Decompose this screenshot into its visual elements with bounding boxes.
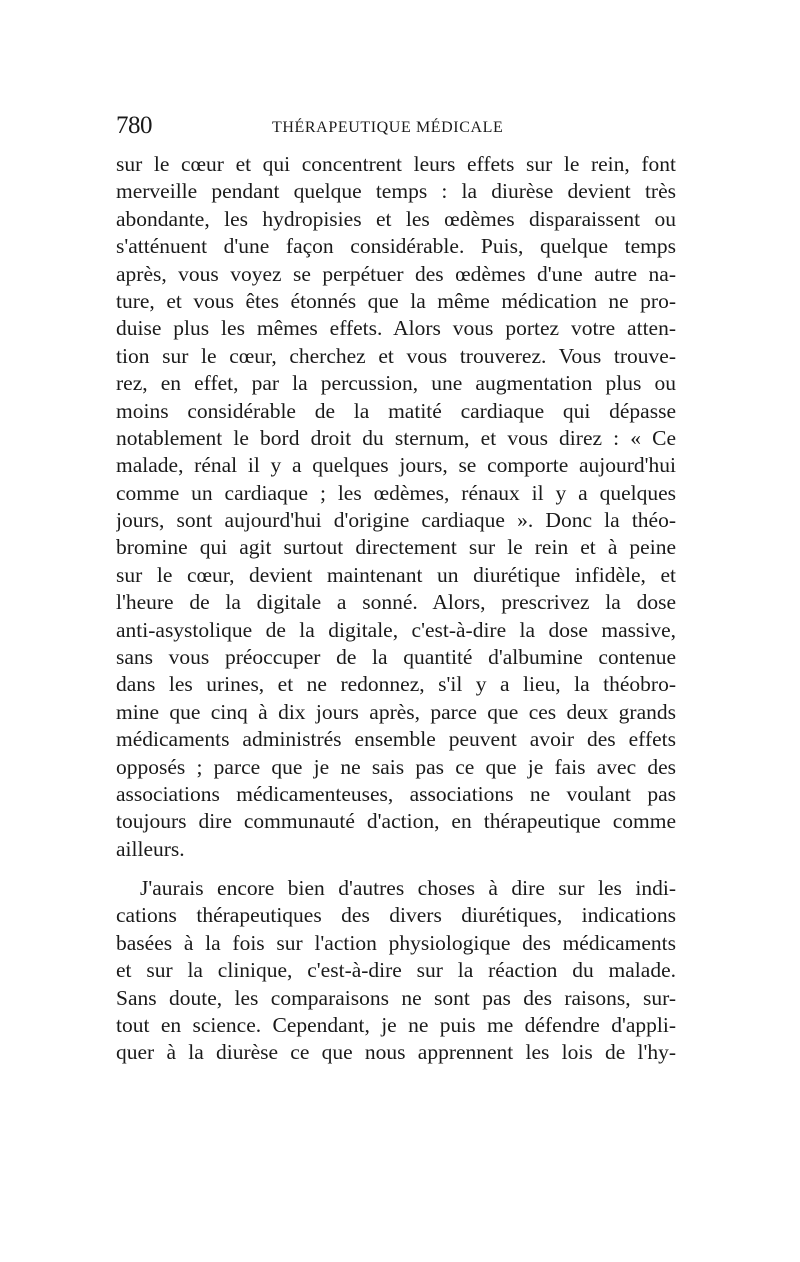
text-line: dans les urines, et ne redonnez, s'il y a lieu, la théobro- <box>116 672 676 697</box>
text-line: sur le cœur, devient maintenant un diurétique infidèle, et <box>116 562 676 587</box>
text-line: comme un cardiaque ; les œdèmes, rénaux il y a quelques <box>116 480 676 505</box>
text-line: médicaments administrés ensemble peuvent avoir des effets <box>116 727 676 752</box>
text-line: tout en science. Cependant, je ne puis me défendre d'appli- <box>116 1012 676 1037</box>
text-line: merveille pendant quelque temps : la diurèse devient très <box>116 179 676 204</box>
text-line: abondante, les hydropisies et les œdèmes disparaissent ou <box>116 206 676 231</box>
text-line: s'atténuent d'une façon considérable. Puis, quelque temps <box>116 234 676 259</box>
text-line: moins considérable de la matité cardiaque qui dépasse <box>116 398 676 423</box>
text-line: sur le cœur et qui concentrent leurs effets sur le rein, font <box>116 152 676 176</box>
text-line: rez, en effet, par la percussion, une augmentation plus ou <box>116 371 676 396</box>
text-line: notablement le bord droit du sternum, et vous direz : « Ce <box>116 425 676 450</box>
text-line: jours, sont aujourd'hui d'origine cardiaque ». Donc la théo- <box>116 508 676 533</box>
text-line: quer à la diurèse ce que nous apprennent les lois de l'hy- <box>116 1040 676 1065</box>
text-line: toujours dire communauté d'action, en thérapeutique comme <box>116 809 676 834</box>
text-line: basées à la fois sur l'action physiologique des médicaments <box>116 930 676 955</box>
text-line: cations thérapeutiques des divers diurétiques, indications <box>116 903 676 928</box>
text-line: anti-asystolique de la digitale, c'est-à-dire la dose massive, <box>116 617 676 642</box>
text-line: J'aurais encore bien d'autres choses à dire sur les indi- <box>140 876 676 900</box>
page-number: 780 <box>116 112 152 139</box>
text-line: sans vous préoccuper de la quantité d'albumine contenue <box>116 645 676 670</box>
text-line: associations médicamenteuses, associations ne voulant pas <box>116 781 676 806</box>
text-line: opposés ; parce que je ne sais pas ce que je fais avec des <box>116 754 676 779</box>
running-title: THÉRAPEUTIQUE MÉDICALE <box>272 119 504 136</box>
text-line: ailleurs. <box>116 836 185 861</box>
text-line: Sans doute, les comparaisons ne sont pas des raisons, sur- <box>116 985 676 1010</box>
text-line: duise plus les mêmes effets. Alors vous portez votre atten- <box>116 316 676 341</box>
text-line: bromine qui agit surtout directement sur le rein et à peine <box>116 535 676 560</box>
text-line: tion sur le cœur, cherchez et vous trouverez. Vous trouve- <box>116 343 676 368</box>
text-line: mine que cinq à dix jours après, parce que ces deux grands <box>116 699 676 724</box>
text-line: après, vous voyez se perpétuer des œdèmes d'une autre na- <box>116 261 676 286</box>
paragraph-2 <box>116 875 676 1067</box>
text-line: et sur la clinique, c'est-à-dire sur la réaction du malade. <box>116 958 676 983</box>
paragraph-1 <box>116 151 676 863</box>
text-line: malade, rénal il y a quelques jours, se comporte aujourd'hui <box>116 453 676 478</box>
text-line: ture, et vous êtes étonnés que la même médication ne pro- <box>116 288 676 313</box>
text-line: l'heure de la digitale a sonné. Alors, prescrivez la dose <box>116 590 676 615</box>
